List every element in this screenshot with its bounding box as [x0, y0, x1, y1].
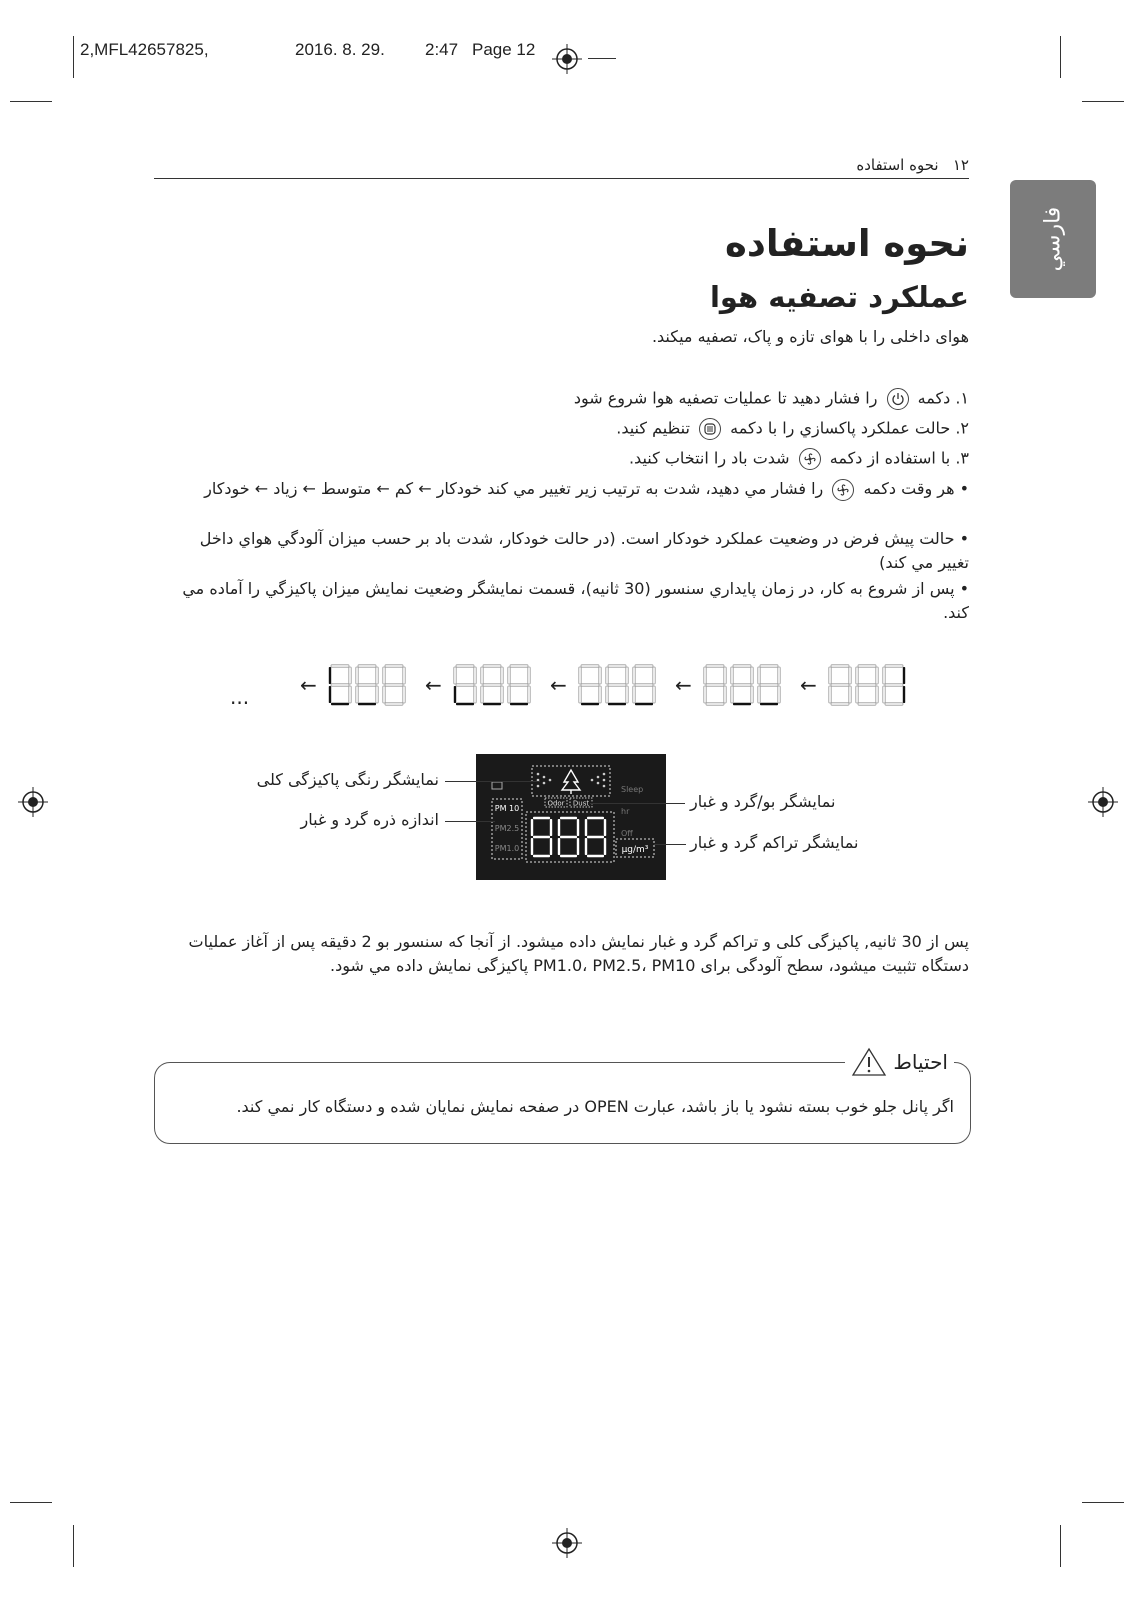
segment: [579, 667, 581, 684]
segment: [903, 686, 905, 703]
segment: [483, 684, 501, 686]
segment: [329, 667, 331, 684]
segment: [724, 667, 726, 684]
step-text: را فشار دهيد تا عمليات تصفيه هوا شروع شود: [573, 388, 878, 408]
bullet-1: •هر وقت دكمه را فشار مي دهيد، شدت به ترتيب زير تغيير مي كند خودكار ← كم ← متوسط ← زياد ← خودكار: [179, 477, 969, 501]
bullet-3: •پس از شروع به كار، در زمان پايداري سنسور (30 ثانيه)، قسمت نمايشگر وضعيت نمايش ميزان پاكيزگي را آماده مي كند.: [182, 579, 969, 622]
callout-odor-dust: نمايشگر بو/گرد و غبار: [690, 792, 836, 811]
print-file-id: 2,MFL42657825,: [80, 40, 209, 59]
segment: [608, 703, 626, 705]
segment: [454, 667, 456, 684]
crop-mark: [1060, 1525, 1061, 1567]
segment: [385, 703, 403, 705]
segment: [849, 686, 851, 703]
crop-mark: [73, 1525, 74, 1567]
warning-icon: [851, 1047, 887, 1077]
off-label: Off: [621, 829, 633, 838]
segment: [706, 665, 724, 667]
crop-mark: [10, 1502, 52, 1503]
leader-line: [445, 821, 495, 822]
segment-group: [704, 665, 780, 705]
segment: [635, 665, 653, 667]
segment: [510, 703, 528, 705]
segment: [831, 665, 849, 667]
explanation-paragraph: پس از 30 ثانیه, پاکیزگی کلی و تراکم گرد و غبار نمایش داده میشود. از آنجا که سنسور بو 2 دقیقه پس از آغاز عملیات دستگاه تثبیت میشود، سطح آلودگی برای PM1.0، PM2.5، PM10 پاکیزگی نمایش داده مي شود.: [188, 932, 969, 975]
segment: [733, 665, 751, 667]
sequence-arrow: ←: [300, 673, 317, 697]
segment: [358, 665, 376, 667]
segment: [751, 667, 753, 684]
segment: [508, 686, 510, 703]
callout-overall-color: نمايشگر رنگی پاكيزگی كلی: [256, 770, 439, 789]
segment: [550, 819, 552, 836]
bullet-text: حالت پيش فرض در وضعيت عملكرد خودكار است. (در حالت خودكار، شدت باد بر حسب ميزان آلودگي هواي داخل تغيير مي كند): [199, 529, 969, 572]
caution-text: اگر پانل جلو خوب بسته نشود يا باز باشد، عبارت OPEN در صفحه نمايش نمايان شده و دستگاه كار نمي كند.: [236, 1097, 954, 1116]
segment: [483, 703, 501, 705]
segment-sequence: [230, 660, 910, 710]
page-number: ١٢: [952, 156, 969, 174]
hr-label: hr: [621, 807, 630, 816]
segment: [558, 838, 560, 855]
segment: [403, 686, 405, 703]
segment: [331, 703, 349, 705]
segment: [706, 703, 724, 705]
crop-mark: [1060, 36, 1061, 78]
segment: [903, 667, 905, 684]
section-title: عملكرد تصفيه هوا: [709, 280, 969, 314]
segment: [579, 686, 581, 703]
segment: [585, 838, 587, 855]
segment: [508, 667, 510, 684]
segment: [876, 686, 878, 703]
segment: [858, 703, 876, 705]
power-icon: [887, 388, 909, 410]
leader-line: [590, 803, 685, 804]
segment: [760, 665, 778, 667]
pm10-label: PM 10: [494, 804, 520, 813]
segment: [358, 684, 376, 686]
segment: [383, 686, 385, 703]
segment: [885, 665, 903, 667]
leader-line: [445, 781, 540, 782]
segment: [331, 665, 349, 667]
sequence-arrow: ←: [550, 673, 567, 697]
bullet-text: پس از شروع به كار، در زمان پايداري سنسور (30 ثانيه)، قسمت نمايشگر وضعيت نمايش ميزان پاكيزگي را آماده مي كند.: [182, 579, 969, 622]
segment-group: [829, 665, 905, 705]
crop-mark: [10, 101, 52, 102]
caution-heading: [845, 1047, 954, 1077]
segment: [501, 686, 503, 703]
segment: [528, 686, 530, 703]
print-page: Page 12: [472, 40, 536, 59]
segment-group: [329, 665, 405, 705]
segment: [510, 665, 528, 667]
intro-text: هوای داخلی را با هوای تازه و پاک، تصفیه میکند.: [651, 327, 969, 346]
sequence-ellipsis: ...: [230, 685, 250, 709]
registration-mark-icon: [18, 787, 48, 817]
language-tab-label: فارسي: [1040, 206, 1066, 272]
segment: [635, 684, 653, 686]
segment: [829, 667, 831, 684]
segment: [599, 686, 601, 703]
segment: [385, 684, 403, 686]
segment: [560, 855, 577, 857]
segment: [577, 838, 579, 855]
step-3: [629, 448, 969, 470]
segment: [885, 703, 903, 705]
segment: [831, 684, 849, 686]
segment: [533, 836, 550, 838]
segment: [385, 665, 403, 667]
segment: [585, 819, 587, 836]
segment: [704, 667, 706, 684]
bullet-text: را فشار مي دهيد، شدت به ترتيب زير تغيير مي كند خودكار ← كم ← متوسط ← زياد ← خودكار: [204, 479, 824, 498]
segment: [724, 686, 726, 703]
segment: [531, 819, 533, 836]
crop-mark: [1082, 101, 1124, 102]
segment: [358, 703, 376, 705]
step-2: [616, 418, 969, 440]
crop-mark: [1082, 1502, 1124, 1503]
segment: [604, 819, 606, 836]
bullet-text: هر وقت دكمه: [863, 479, 955, 498]
print-time: 2:47: [425, 40, 459, 59]
segment: [331, 684, 349, 686]
step-text: ٢. حالت عملكرد پاكسازي را با دكمه: [730, 418, 969, 438]
segment: [608, 665, 626, 667]
segment: [481, 667, 483, 684]
step-text: ١. دكمه: [917, 388, 969, 408]
segment: [474, 686, 476, 703]
segment: [731, 686, 733, 703]
segment: [454, 686, 456, 703]
sleep-label: Sleep: [621, 785, 644, 794]
segment: [356, 686, 358, 703]
segment: [356, 667, 358, 684]
segment: [778, 686, 780, 703]
pm10-small-label: PM1.0: [494, 844, 520, 853]
segment: [533, 855, 550, 857]
segment: [577, 819, 579, 836]
unit-label: µg/m³: [621, 845, 649, 855]
segment: [883, 667, 885, 684]
segment: [733, 703, 751, 705]
segment: [733, 684, 751, 686]
segment: [751, 686, 753, 703]
segment: [829, 686, 831, 703]
segment: [633, 667, 635, 684]
language-tab: [1010, 180, 1096, 298]
segment: [483, 665, 501, 667]
segment: [831, 703, 849, 705]
segment: [608, 684, 626, 686]
segment-group: [454, 665, 530, 705]
segment: [858, 665, 876, 667]
segment: [856, 686, 858, 703]
segment: [501, 667, 503, 684]
segment: [456, 703, 474, 705]
segment: [550, 838, 552, 855]
segment: [633, 686, 635, 703]
pm25-label: PM2.5: [494, 824, 520, 833]
sequence-arrow: ←: [675, 673, 692, 697]
fan-icon: [799, 448, 821, 470]
segment: [560, 836, 577, 838]
segment: [581, 703, 599, 705]
header-rule: [154, 178, 969, 179]
segment: [731, 667, 733, 684]
leader-line: [654, 844, 686, 845]
segment: [883, 686, 885, 703]
running-head: [856, 156, 969, 174]
segment: [876, 667, 878, 684]
page-title: نحوه استفاده: [724, 222, 969, 265]
segment-group: [579, 665, 655, 705]
callout-concentration: نمايشگر تراكم گرد و غبار: [690, 833, 859, 852]
segment: [606, 667, 608, 684]
segment: [376, 667, 378, 684]
bullet-2: •حالت پيش فرض در وضعيت عملكرد خودكار است. (در حالت خودكار، شدت باد بر حسب ميزان آلودگي هواي داخل تغيير مي كند): [199, 529, 969, 572]
segment: [456, 684, 474, 686]
segment: [760, 684, 778, 686]
segment: [635, 703, 653, 705]
mode-icon: [699, 418, 721, 440]
segment: [856, 667, 858, 684]
callout-particle-size: اندازه ذره گرد و غبار: [300, 810, 439, 829]
segment: [858, 684, 876, 686]
segment: [528, 667, 530, 684]
segment: [587, 855, 604, 857]
step-text: تنظيم كنيد.: [616, 418, 690, 438]
segment: [349, 686, 351, 703]
step-text: شدت باد را انتخاب كنيد.: [628, 448, 790, 468]
crop-mark: [588, 58, 616, 59]
crop-mark: [73, 36, 74, 78]
segment: [626, 686, 628, 703]
segment: [376, 686, 378, 703]
segment: [581, 684, 599, 686]
display-panel: [476, 754, 666, 880]
segment: [653, 686, 655, 703]
segment: [531, 838, 533, 855]
segment: [510, 684, 528, 686]
segment: [599, 667, 601, 684]
sequence-arrow: ←: [800, 673, 817, 697]
segment: [760, 703, 778, 705]
segment: [704, 686, 706, 703]
fan-icon: [832, 479, 854, 501]
odor-label: Odor: [547, 799, 565, 808]
segment: [329, 686, 331, 703]
segment: [758, 667, 760, 684]
segment: [758, 686, 760, 703]
running-head-text: نحوه استفاده: [856, 156, 939, 174]
segment: [403, 667, 405, 684]
registration-mark-icon: [1088, 787, 1118, 817]
segment: [560, 817, 577, 819]
print-date: 2016. 8. 29.: [295, 40, 385, 59]
segment: [706, 684, 724, 686]
segment: [604, 838, 606, 855]
segment: [581, 665, 599, 667]
segment: [558, 819, 560, 836]
dust-label: Dust: [572, 799, 590, 808]
segment: [349, 667, 351, 684]
segment: [653, 667, 655, 684]
segment: [587, 836, 604, 838]
step-text: ٣. با استفاده از دكمه: [829, 448, 969, 468]
segment: [383, 667, 385, 684]
caution-title: احتياط: [893, 1050, 948, 1074]
segment: [778, 667, 780, 684]
segment: [849, 667, 851, 684]
step-1: [574, 388, 969, 410]
segment: [474, 667, 476, 684]
segment: [456, 665, 474, 667]
segment: [885, 684, 903, 686]
segment: [626, 667, 628, 684]
segment: [481, 686, 483, 703]
segment: [587, 817, 604, 819]
sequence-arrow: ←: [425, 673, 442, 697]
segment: [606, 686, 608, 703]
segment: [533, 817, 550, 819]
registration-mark-icon: [552, 1528, 582, 1558]
registration-mark-icon: [552, 44, 582, 74]
